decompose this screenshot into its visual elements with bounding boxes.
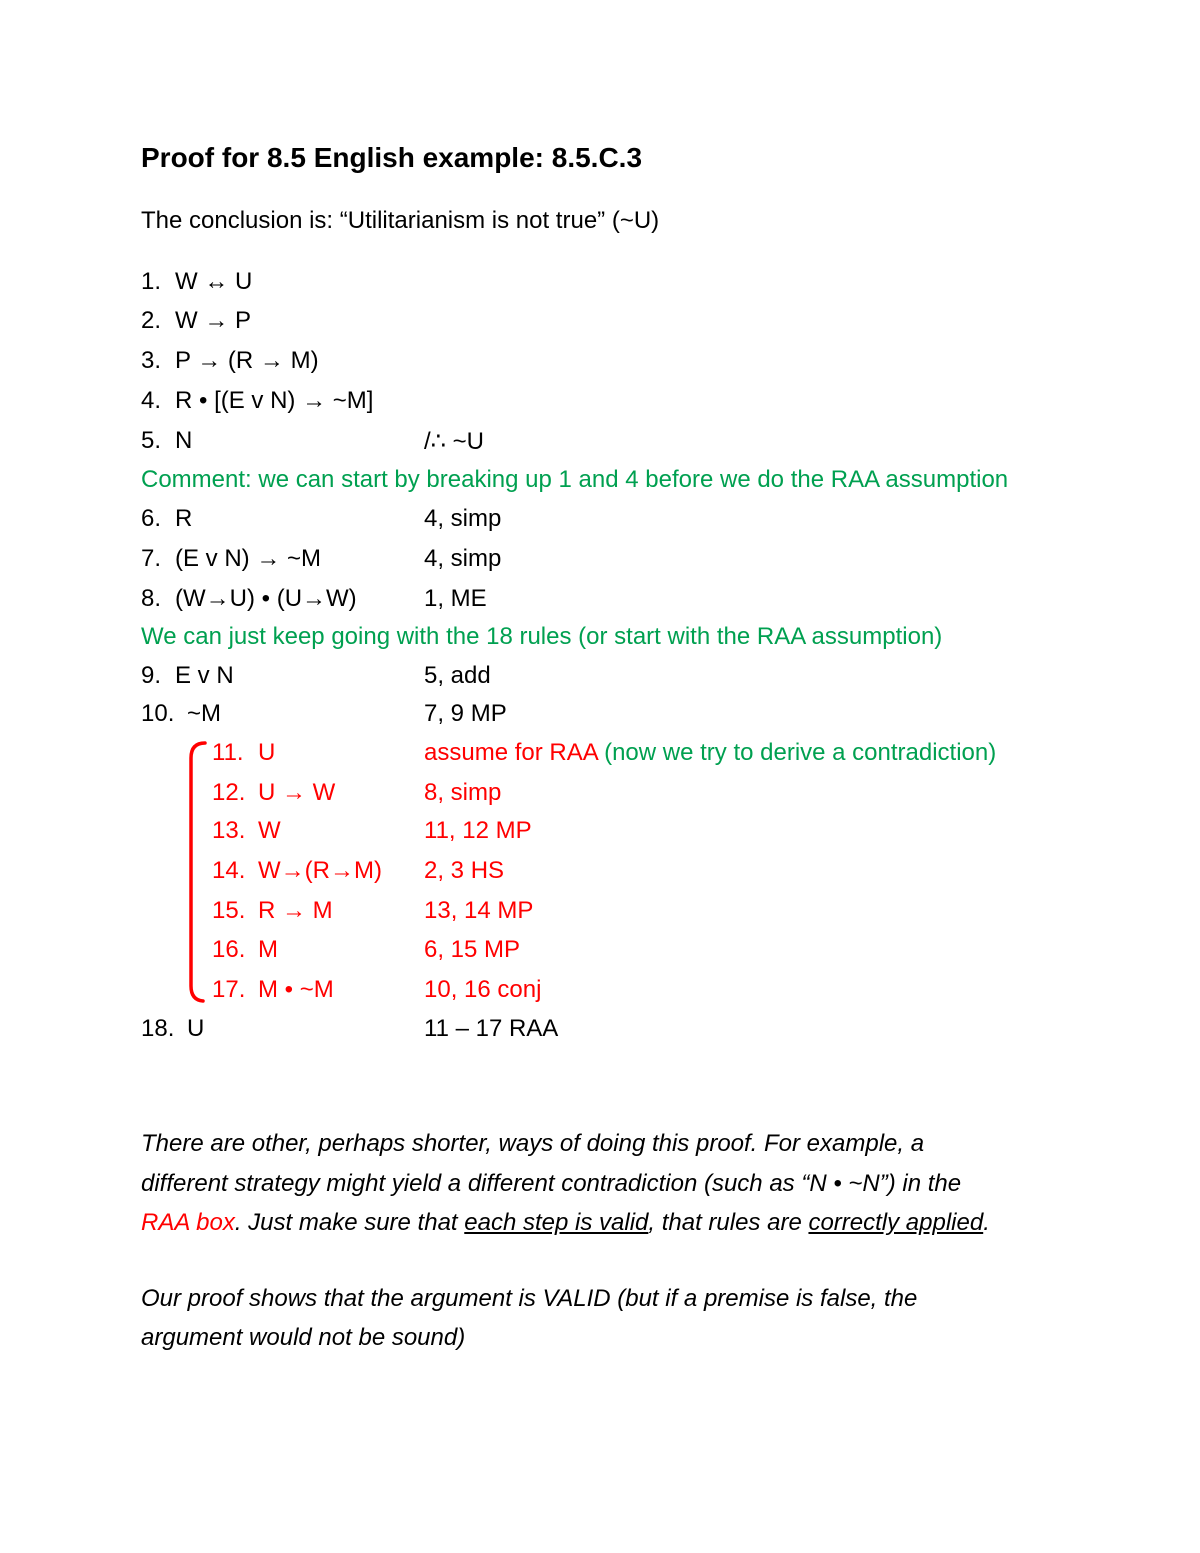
line-number: 14. (212, 857, 246, 884)
note-1-line-1: There are other, perhaps shorter, ways of doing this proof. For example, a (141, 1130, 925, 1157)
line-justification: 10, 16 conj (424, 976, 542, 1003)
line-number: 3. (141, 347, 162, 374)
line-number: 1. (141, 268, 162, 295)
note-2-line-2: argument would not be sound) (141, 1324, 466, 1351)
line-statement: R → M (258, 897, 333, 924)
line-justification: 4, simp (424, 505, 502, 532)
line-statement: N (175, 427, 193, 454)
note-1-line-3 (141, 1209, 990, 1237)
line-number: 11. (212, 739, 244, 766)
comment-2: We can just keep going with the 18 rules (or start with the RAA assumption) (141, 623, 943, 650)
line-statement: M • ~M (258, 976, 334, 1003)
underlined-text: each step is valid (464, 1209, 649, 1236)
line-justification: 8, simp (424, 779, 502, 806)
note-text: . (983, 1209, 990, 1236)
line-number: 16. (212, 936, 246, 963)
note-text: . Just make sure that (234, 1209, 465, 1236)
line-justification: 11, 12 MP (424, 817, 532, 844)
line-number: 12. (212, 779, 246, 806)
line-justification: 1, ME (424, 585, 487, 612)
line-statement: (W→U) • (U→W) (175, 585, 357, 612)
raa-assumption-label: assume for RAA (424, 739, 598, 766)
conclusion-text: The conclusion is: “Utilitarianism is not true” (~U) (141, 207, 660, 234)
underlined-text: correctly applied (808, 1209, 984, 1236)
raa-box-text: RAA box (141, 1209, 235, 1236)
line-number: 5. (141, 427, 162, 454)
line-statement: W→(R→M) (258, 857, 382, 884)
line-statement: P → (R → M) (175, 347, 319, 374)
line-justification: 2, 3 HS (424, 857, 505, 884)
line-statement: U (258, 739, 276, 766)
line-justification (424, 739, 996, 767)
line-number: 2. (141, 307, 162, 334)
line-justification: 6, 15 MP (424, 936, 521, 963)
line-statement: R • [(E v N) → ~M] (175, 387, 374, 414)
line-number: 17. (212, 976, 246, 1003)
line-number: 10. (141, 700, 175, 727)
line-statement: (E v N) → ~M (175, 545, 322, 572)
line-number: 4. (141, 387, 162, 414)
line-number: 9. (141, 662, 162, 689)
line-statement: E v N (175, 662, 234, 689)
line-statement: M (258, 936, 278, 963)
line-number: 18. (141, 1015, 175, 1042)
line-justification: 13, 14 MP (424, 897, 534, 924)
line-justification: 11 – 17 RAA (424, 1015, 559, 1042)
line-statement: W (258, 817, 281, 844)
line-number: 7. (141, 545, 162, 572)
note-text: , that rules are (648, 1209, 809, 1236)
line-statement: W → P (175, 307, 251, 334)
line-justification: 4, simp (424, 545, 502, 572)
line-statement: W ↔ U (175, 268, 253, 295)
line-number: 6. (141, 505, 162, 532)
line-statement: ~M (187, 700, 222, 727)
line-statement: U (187, 1015, 205, 1042)
line-number: 8. (141, 585, 162, 612)
note-2-line-1: Our proof shows that the argument is VALID (but if a premise is false, the (141, 1285, 918, 1312)
page-title: Proof for 8.5 English example: 8.5.C.3 (141, 142, 643, 173)
line-number: 15. (212, 897, 246, 924)
raa-bracket (183, 740, 213, 1004)
line-number: 13. (212, 817, 246, 844)
line-justification: 5, add (424, 662, 491, 689)
line-justification: 7, 9 MP (424, 700, 507, 727)
note-1-line-2: different strategy might yield a different contradiction (such as “N • ~N”) in the (141, 1170, 962, 1197)
line-statement: R (175, 505, 193, 532)
raa-assumption-note: (now we try to derive a contradiction) (604, 739, 997, 766)
comment-1: Comment: we can start by breaking up 1 and 4 before we do the RAA assumption (141, 466, 1009, 493)
line-justification: /∴ ~U (424, 428, 484, 455)
line-statement: U → W (258, 779, 336, 806)
